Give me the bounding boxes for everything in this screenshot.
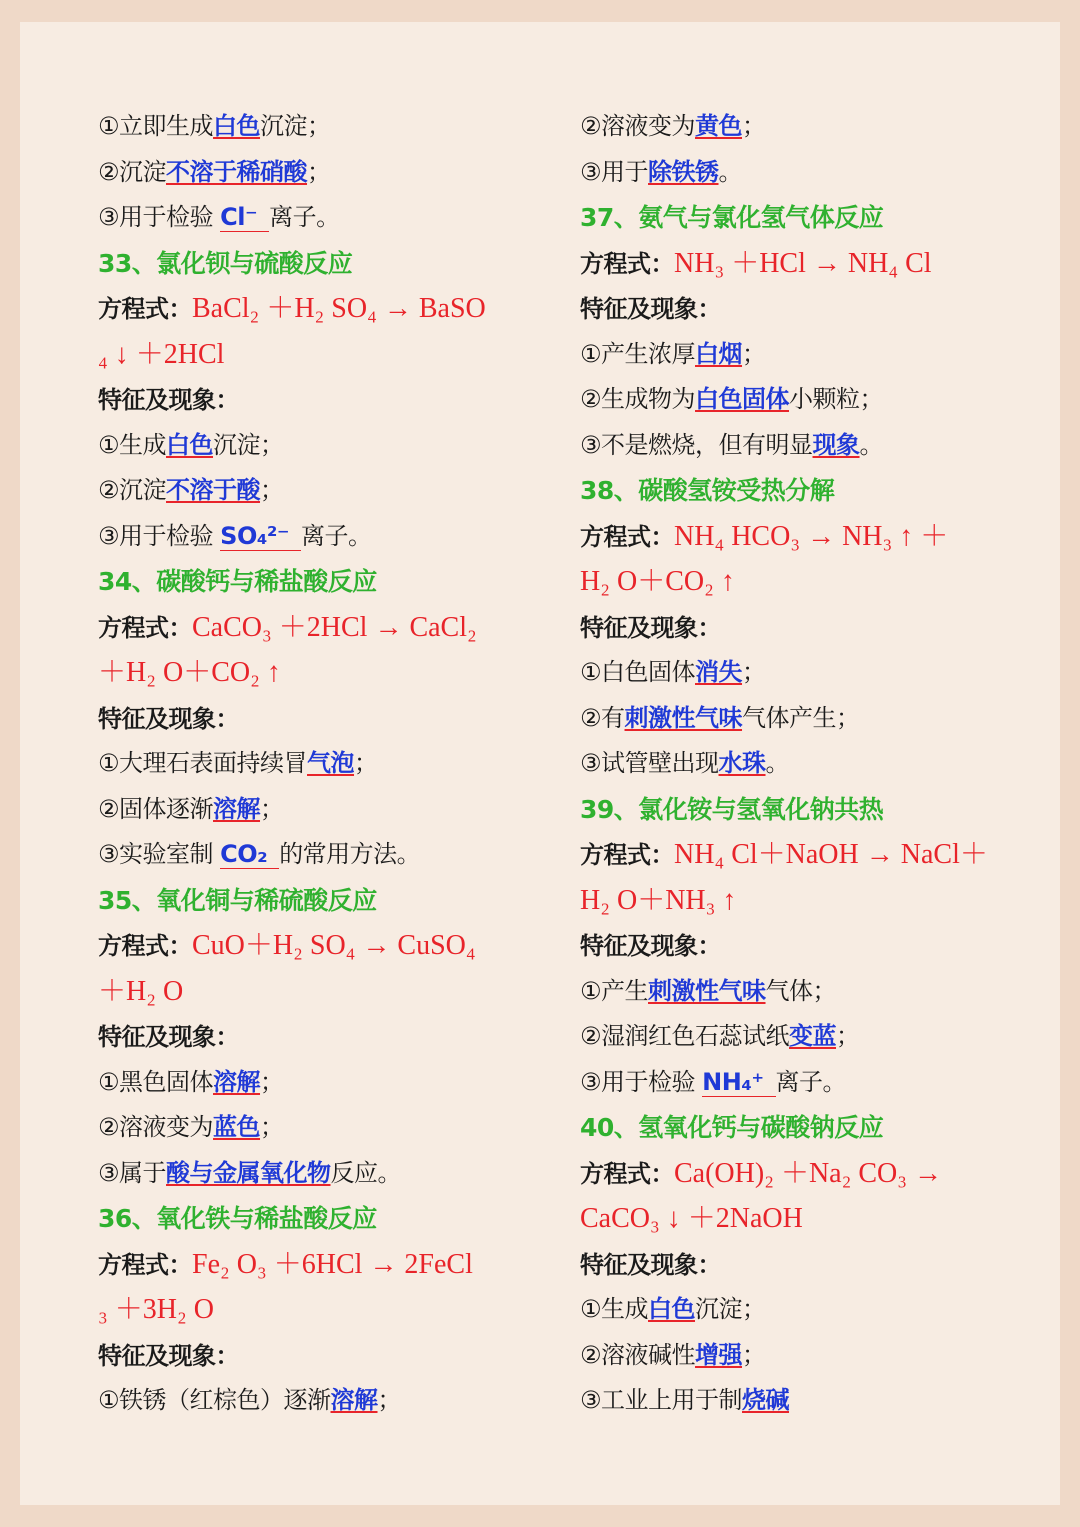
item-suffix: 。 — [765, 749, 790, 777]
label-text: 特征及现象： — [580, 931, 721, 960]
equation-text: Fe₂ O₃ ＋6HCl → 2FeCl — [192, 1248, 473, 1280]
item-prefix: ②有 — [580, 703, 625, 732]
highlight-keyword: 刺激性气味 — [624, 703, 743, 732]
phenomena-label — [580, 286, 1030, 332]
equation-continuation — [98, 969, 548, 1015]
list-item — [580, 650, 1030, 696]
list-item — [580, 741, 1030, 787]
item-prefix: ③试管壁出现 — [580, 749, 719, 777]
item-suffix: ； — [307, 157, 331, 186]
phenomena-label — [580, 605, 1030, 651]
item-prefix: ②溶液变为 — [580, 112, 696, 140]
equation-continuation — [580, 878, 1030, 924]
equation-label: 方程式： — [98, 294, 192, 323]
item-prefix: ③用于 — [580, 157, 649, 186]
label-text: 特征及现象： — [580, 294, 721, 323]
equation-line — [98, 923, 548, 969]
item-suffix: 反应。 — [330, 1158, 402, 1187]
equation-text: CaCO₃ ＋2HCl → CaCl₂ — [192, 611, 477, 643]
ion-formula: NH₄⁺ — [702, 1068, 775, 1097]
item-suffix: ； — [742, 112, 766, 140]
equation-continuation — [98, 650, 548, 696]
section-heading: 40、氢氧化钙与碳酸钠反应 — [580, 1113, 884, 1142]
equation-text: NH₄ Cl＋NaOH → NaCl＋ — [674, 839, 988, 870]
highlight-keyword: 白色 — [648, 1295, 696, 1323]
item-prefix: ①大理石表面持续冒 — [98, 749, 308, 777]
list-item — [98, 104, 548, 150]
highlight-keyword: 气泡 — [307, 749, 355, 777]
equation-text: ₃ ＋3H₂ O — [98, 1294, 214, 1325]
equation-continuation — [580, 1196, 1030, 1242]
highlight-keyword: 不溶于酸 — [166, 476, 261, 504]
equation-line — [580, 832, 1030, 878]
highlight-keyword: 消失 — [695, 658, 743, 686]
item-suffix: 离子。 — [775, 1067, 847, 1096]
list-item — [580, 1287, 1030, 1333]
equation-label: 方程式： — [580, 1158, 674, 1188]
section-heading: 38、碳酸氢铵受热分解 — [580, 476, 835, 505]
notes-page — [20, 22, 1060, 1505]
equation-line — [98, 1242, 548, 1288]
label-text: 特征及现象： — [98, 385, 239, 414]
highlight-keyword: 溶解 — [213, 1067, 261, 1096]
item-suffix: 离子。 — [301, 521, 372, 550]
equation-continuation — [98, 332, 548, 378]
equation-line — [580, 1151, 1030, 1197]
item-prefix: ①产生 — [580, 976, 649, 1005]
highlight-keyword: 酸与金属氧化物 — [166, 1158, 331, 1187]
item-suffix: 。 — [859, 430, 884, 459]
label-text: 特征及现象： — [98, 1340, 239, 1370]
phenomena-label — [98, 377, 548, 423]
ion-formula: CO₂ — [220, 840, 279, 869]
section-heading: 34、碳酸钙与稀盐酸反应 — [98, 567, 377, 596]
list-item — [98, 423, 548, 469]
label-text: 特征及现象： — [580, 612, 721, 642]
equation-text: Ca(OH)₂ ＋Na₂ CO₃ → — [674, 1157, 943, 1189]
right-column — [580, 104, 1030, 1424]
equation-label: 方程式： — [98, 612, 192, 642]
list-item — [98, 1060, 548, 1106]
list-item — [580, 332, 1030, 378]
phenomena-label — [98, 1014, 548, 1060]
highlight-keyword: 溶解 — [330, 1386, 378, 1414]
item-suffix: 气体产生； — [742, 703, 860, 732]
equation-label: 方程式： — [580, 521, 674, 551]
item-suffix: 离子。 — [269, 203, 340, 231]
item-suffix: 气体； — [765, 976, 837, 1005]
phenomena-label — [98, 1333, 548, 1379]
phenomena-label — [580, 923, 1030, 969]
item-prefix: ②生成物为 — [580, 385, 696, 413]
list-item — [580, 377, 1030, 423]
item-prefix: ②溶液变为 — [98, 1113, 214, 1141]
item-prefix: ①白色固体 — [580, 658, 696, 686]
item-suffix: 的常用方法。 — [279, 840, 421, 868]
item-suffix: 。 — [718, 157, 743, 186]
list-item — [580, 1378, 1030, 1424]
list-item — [580, 1333, 1030, 1379]
list-item — [98, 787, 548, 833]
ion-formula: SO₄²⁻ — [220, 522, 301, 551]
equation-text: ₄ ↓ ＋2HCl — [98, 338, 225, 370]
equation-text: NH₃ ＋HCl → NH₄ Cl — [674, 247, 932, 279]
highlight-keyword: 白色固体 — [695, 385, 790, 413]
label-text: 特征及现象： — [580, 1249, 721, 1279]
list-item — [98, 195, 548, 241]
item-prefix: ③不是燃烧，但有明显 — [580, 430, 813, 459]
item-suffix: ； — [260, 794, 284, 823]
highlight-keyword: 溶解 — [213, 794, 261, 823]
label-text: 特征及现象： — [98, 1022, 239, 1051]
item-prefix: ②溶液碱性 — [580, 1340, 696, 1369]
list-item — [580, 1014, 1030, 1060]
equation-label: 方程式： — [580, 248, 674, 278]
list-item — [580, 104, 1030, 150]
item-suffix: ； — [377, 1386, 402, 1414]
list-item — [98, 150, 548, 196]
equation-text: ＋H₂ O — [98, 975, 184, 1007]
section-heading: 37、氨气与氯化氢气体反应 — [580, 203, 884, 232]
item-suffix: ； — [260, 1113, 284, 1141]
list-item — [98, 1378, 548, 1424]
highlight-keyword: 烧碱 — [742, 1386, 790, 1414]
equation-line — [98, 605, 548, 651]
item-prefix: ①黑色固体 — [98, 1067, 214, 1096]
equation-continuation — [98, 1287, 548, 1333]
highlight-keyword: 蓝色 — [213, 1113, 261, 1141]
item-prefix: ③属于 — [98, 1158, 167, 1187]
equation-label: 方程式： — [98, 931, 192, 960]
equation-line — [98, 286, 548, 332]
item-prefix: ③实验室制 — [98, 840, 221, 868]
item-prefix: ③工业上用于制 — [580, 1386, 743, 1414]
ion-formula: Cl⁻ — [220, 203, 269, 232]
item-suffix: ； — [260, 476, 284, 504]
item-prefix: ②固体逐渐 — [98, 794, 214, 823]
equation-text: NH₄ HCO₃ → NH₃ ↑ ＋ — [674, 520, 949, 552]
list-item — [98, 1105, 548, 1151]
item-prefix: ②沉淀 — [98, 157, 167, 186]
item-prefix: ③用于检验 — [98, 203, 221, 231]
equation-text: CuO＋H₂ SO₄ → CuSO₄ — [192, 930, 476, 961]
list-item — [98, 468, 548, 514]
highlight-keyword: 白色 — [213, 112, 261, 140]
list-item — [98, 741, 548, 787]
item-prefix: ②沉淀 — [98, 476, 167, 504]
item-suffix: ； — [836, 1022, 860, 1050]
highlight-keyword: 白烟 — [695, 339, 743, 368]
highlight-keyword: 除铁锈 — [648, 157, 719, 186]
item-suffix: ； — [354, 749, 378, 777]
item-prefix: ①产生浓厚 — [580, 339, 696, 368]
item-suffix: 小颗粒； — [789, 385, 884, 413]
item-suffix: 沉淀； — [260, 112, 331, 140]
equation-text: BaCl₂ ＋H₂ SO₄ → BaSO — [192, 293, 486, 324]
item-suffix: 沉淀； — [213, 430, 284, 459]
equation-text: H₂ O＋NH₃ ↑ — [580, 884, 737, 916]
phenomena-label — [580, 1242, 1030, 1288]
section-heading: 39、氯化铵与氢氧化钠共热 — [580, 794, 884, 824]
equation-text: ＋H₂ O＋CO₂ ↑ — [98, 657, 281, 688]
item-prefix: ①铁锈（红棕色）逐渐 — [98, 1386, 331, 1414]
item-prefix: ②湿润红色石蕊试纸 — [580, 1022, 790, 1050]
highlight-keyword: 变蓝 — [789, 1022, 837, 1050]
equation-continuation — [580, 559, 1030, 605]
equation-text: CaCO₃ ↓ ＋2NaOH — [580, 1203, 803, 1234]
equation-label: 方程式： — [580, 840, 674, 869]
highlight-keyword: 水珠 — [718, 749, 766, 777]
item-suffix: ； — [742, 339, 766, 368]
item-suffix: ； — [742, 1340, 766, 1369]
equation-line — [580, 241, 1030, 287]
section-heading: 33、氯化钡与硫酸反应 — [98, 248, 353, 278]
item-suffix: 沉淀； — [695, 1295, 766, 1323]
item-prefix: ③用于检验 — [580, 1067, 703, 1096]
highlight-keyword: 白色 — [166, 430, 214, 459]
list-item — [580, 150, 1030, 196]
list-item — [98, 1151, 548, 1197]
highlight-keyword: 黄色 — [695, 112, 743, 140]
highlight-keyword: 增强 — [695, 1340, 743, 1369]
item-suffix: ； — [742, 658, 766, 686]
item-prefix: ①生成 — [98, 430, 167, 459]
highlight-keyword: 不溶于稀硝酸 — [166, 157, 308, 186]
item-prefix: ①立即生成 — [98, 112, 214, 140]
list-item — [580, 1060, 1030, 1106]
equation-line — [580, 514, 1030, 560]
list-item — [580, 969, 1030, 1015]
highlight-keyword: 现象 — [812, 430, 860, 459]
highlight-keyword: 刺激性气味 — [648, 976, 766, 1005]
list-item — [580, 696, 1030, 742]
equation-label: 方程式： — [98, 1249, 192, 1279]
equation-text: H₂ O＋CO₂ ↑ — [580, 566, 735, 597]
list-item — [580, 423, 1030, 469]
item-prefix: ①生成 — [580, 1295, 649, 1323]
left-column — [98, 104, 548, 1424]
section-heading: 36、氧化铁与稀盐酸反应 — [98, 1204, 377, 1233]
list-item — [98, 514, 548, 560]
phenomena-label — [98, 696, 548, 742]
label-text: 特征及现象： — [98, 703, 239, 733]
item-suffix: ； — [260, 1067, 284, 1096]
section-heading: 35、氧化铜与稀硫酸反应 — [98, 885, 377, 915]
item-prefix: ③用于检验 — [98, 521, 221, 550]
list-item — [98, 832, 548, 878]
